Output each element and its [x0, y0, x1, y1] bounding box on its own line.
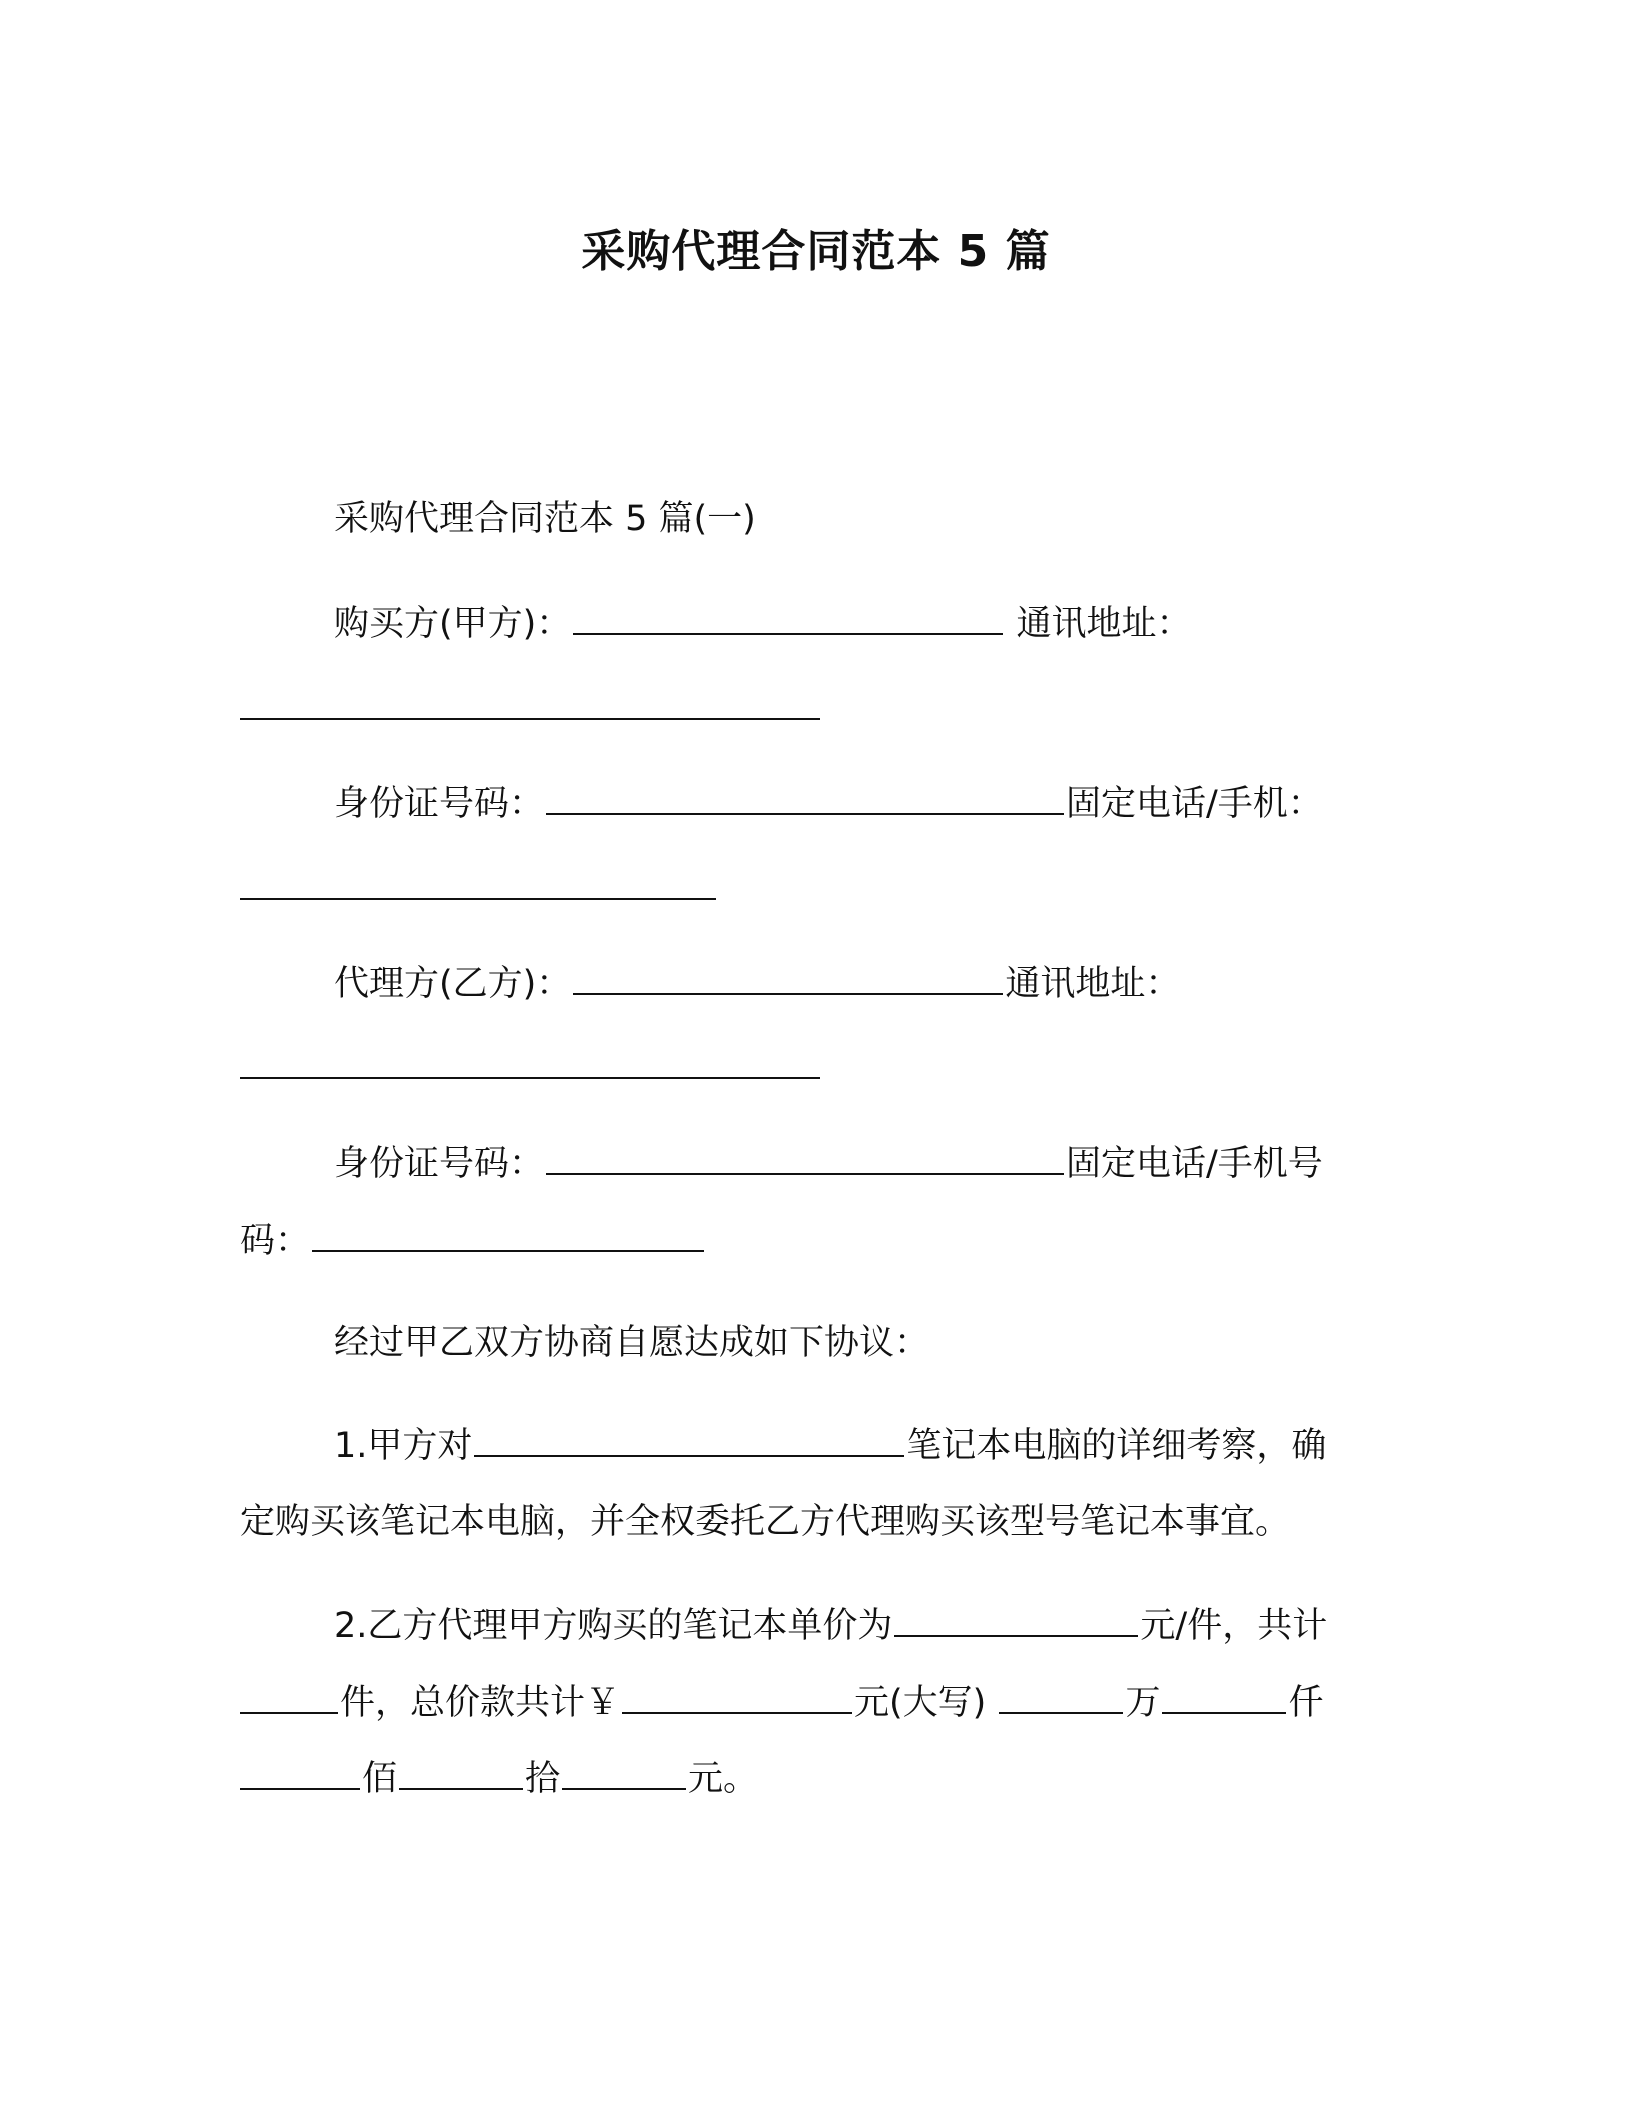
document-title: 采购代理合同范本 5 篇 — [581, 226, 1051, 277]
buyer-label: 购买方(甲方)： — [334, 604, 572, 644]
buyer-phone-label: 固定电话/手机： — [1066, 784, 1323, 824]
clause-1-model-blank[interactable] — [474, 1425, 904, 1457]
buyer-address-label: 通讯地址： — [1016, 604, 1192, 644]
agent-phone-label-b: 码： — [240, 1221, 311, 1261]
agent-row — [334, 963, 1180, 1004]
unit-wan: 万 — [1125, 1683, 1161, 1723]
shi-blank[interactable] — [399, 1758, 523, 1790]
clause-2-part-1: 2.乙方代理甲方购买的笔记本单价为 — [334, 1606, 893, 1646]
wan-blank[interactable] — [999, 1682, 1123, 1714]
unit-yuan: 元。 — [688, 1759, 759, 1799]
agreement-intro: 经过甲乙双方协商自愿达成如下协议： — [334, 1323, 930, 1363]
qian-blank[interactable] — [1162, 1682, 1286, 1714]
quantity-blank[interactable] — [240, 1682, 338, 1714]
section-subtitle: 采购代理合同范本 5 篇(一) — [334, 499, 756, 539]
agent-phone-row — [240, 1220, 706, 1261]
buyer-phone-blank[interactable] — [240, 898, 716, 900]
buyer-id-label: 身份证号码： — [334, 784, 545, 824]
agent-id-label: 身份证号码： — [334, 1144, 545, 1184]
unit-price-blank[interactable] — [894, 1605, 1138, 1637]
agent-phone-blank[interactable] — [312, 1220, 704, 1252]
unit-qian: 仟 — [1288, 1683, 1324, 1723]
clause-2-part-2: 元/件，共计 — [1140, 1606, 1328, 1646]
agent-phone-label-a: 固定电话/手机号 — [1066, 1144, 1323, 1184]
buyer-id-blank[interactable] — [546, 783, 1064, 815]
clause-1-suffix: 笔记本电脑的详细考察，确 — [906, 1426, 1327, 1466]
clause-1-line-2: 定购买该笔记本电脑，并全权委托乙方代理购买该型号笔记本事宜。 — [240, 1502, 1291, 1542]
yuan-blank[interactable] — [562, 1758, 686, 1790]
clause-2-line-1 — [334, 1605, 1327, 1646]
clause-2-line-2 — [240, 1682, 1324, 1723]
buyer-address-blank[interactable] — [240, 718, 820, 720]
clause-1-line-1 — [334, 1425, 1326, 1466]
agent-label: 代理方(乙方)： — [334, 964, 572, 1004]
buyer-id-row — [334, 783, 1323, 824]
unit-bai: 佰 — [362, 1759, 398, 1799]
unit-shi: 拾 — [525, 1759, 561, 1799]
agent-id-row — [334, 1143, 1323, 1184]
buyer-name-blank[interactable] — [573, 603, 1003, 635]
clause-2-line-3 — [240, 1758, 758, 1799]
clause-2-part-4: 元(大写) — [854, 1683, 987, 1723]
total-price-blank[interactable] — [622, 1682, 852, 1714]
buyer-row — [334, 603, 1191, 644]
agent-id-blank[interactable] — [546, 1143, 1064, 1175]
agent-name-blank[interactable] — [573, 963, 1003, 995]
agent-address-blank[interactable] — [240, 1077, 820, 1079]
clause-1-prefix: 1.甲方对 — [334, 1426, 473, 1466]
bai-blank-lead[interactable] — [240, 1758, 360, 1790]
clause-2-part-3: 件，总价款共计￥ — [340, 1683, 621, 1723]
agent-address-label: 通讯地址： — [1005, 964, 1181, 1004]
